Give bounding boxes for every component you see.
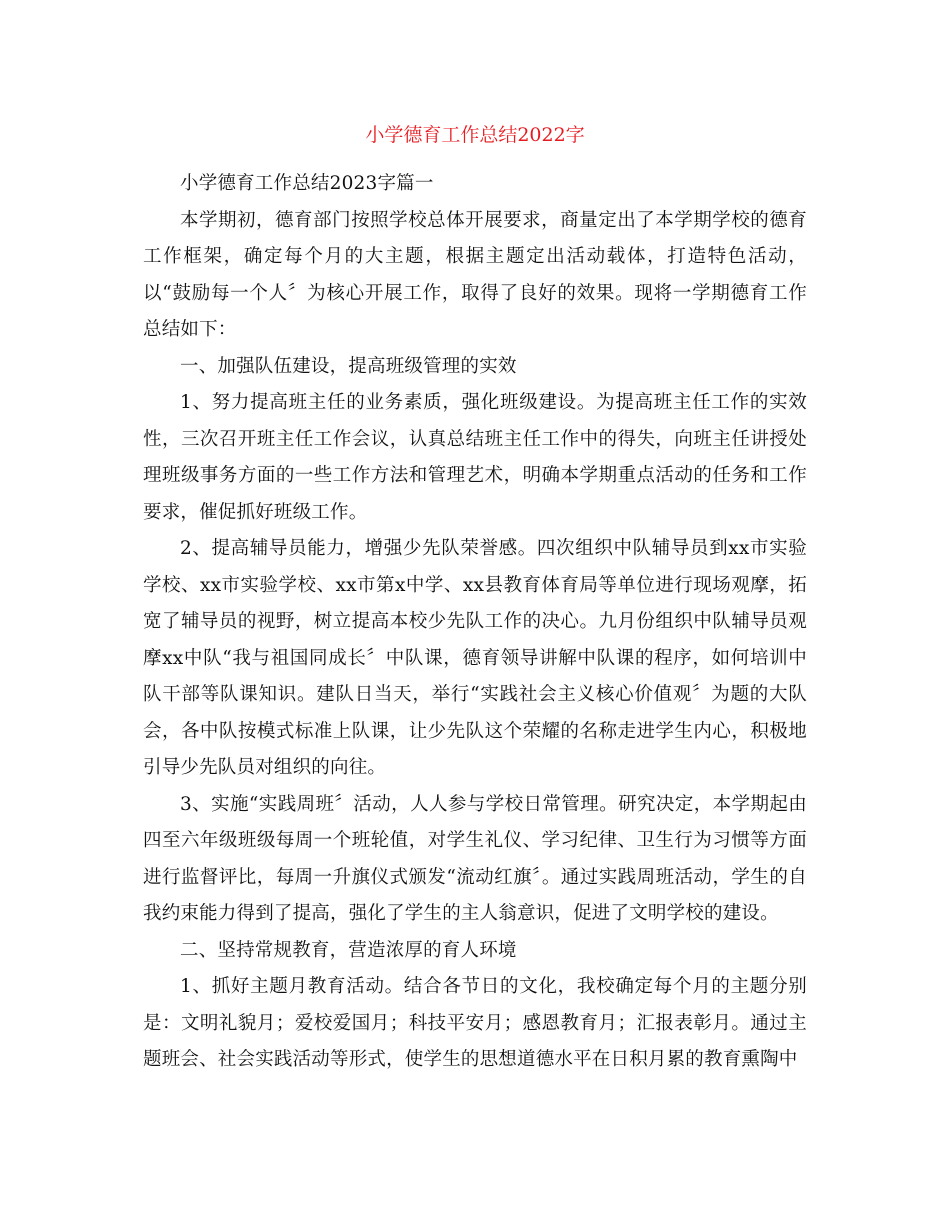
document-title: 小学德育工作总结2022字 bbox=[365, 124, 585, 146]
paragraph: 1、努力提高班主任的业务素质，强化班级建设。为提高班主任工作的实效性，三次召开班主任工作会议，认真总结班主任工作中的得失，向班主任讲授处理班级事务方面的一些工作方法和管理艺术，明确本学期重点活动的任务和工作要求，催促抓好班级工作。 bbox=[143, 392, 807, 523]
section-heading-2: 二、坚持常规教育，营造浓厚的育人环境 bbox=[180, 939, 517, 961]
section-heading-1: 一、加强队伍建设，提高班级管理的实效 bbox=[180, 355, 517, 377]
paragraph: 1、抓好主题月教育活动。结合各节日的文化，我校确定每个月的主题分别是：文明礼貌月；爱校爱国月；科技平安月；感恩教育月；汇报表彰月。通过主题班会、社会实践活动等形式，使学生的思想道德水平在日积月累的教育熏陶中 bbox=[143, 976, 807, 1070]
document-body bbox=[143, 166, 807, 1079]
paragraph: 3、实施“实践周班〞活动，人人参与学校日常管理。研究决定，本学期起由四至六年级班级每周一个班轮值，对学生礼仪、学习纪律、卫生行为习惯等方面进行监督评比，每周一升旗仪式颁发“流动红旗〞。通过实践周班活动，学生的自我约束能力得到了提高，强化了学生的主人翁意识，促进了文明学校的建设。 bbox=[143, 793, 807, 924]
paragraph: 2、提高辅导员能力，增强少先队荣誉感。四次组织中队辅导员到xx市实验学校、xx市实验学校、xx市第x中学、xx县教育体育局等单位进行现场观摩，拓宽了辅导员的视野，树立提高本校少先队工作的决心。九月份组织中队辅导员观摩xx中队“我与祖国同成长〞中队课，德育领导讲解中队课的程序，如何培训中队干部等队课知识。建队日当天，举行“实践社会主义核心价值观〞为题的大队会，各中队按模式标准上队课，让少先队这个荣耀的名称走进学生内心，积极地引导少先队员对组织的向往。 bbox=[143, 538, 807, 778]
paragraph-subtitle: 小学德育工作总结2023字篇一 bbox=[180, 173, 434, 194]
paragraph-intro: 本学期初，德育部门按照学校总体开展要求，商量定出了本学期学校的德育工作框架，确定每个月的大主题，根据主题定出活动载体，打造特色活动，以“鼓励每一个人〞为核心开展工作，取得了良好的效果。现将一学期德育工作总结如下： bbox=[143, 209, 807, 340]
